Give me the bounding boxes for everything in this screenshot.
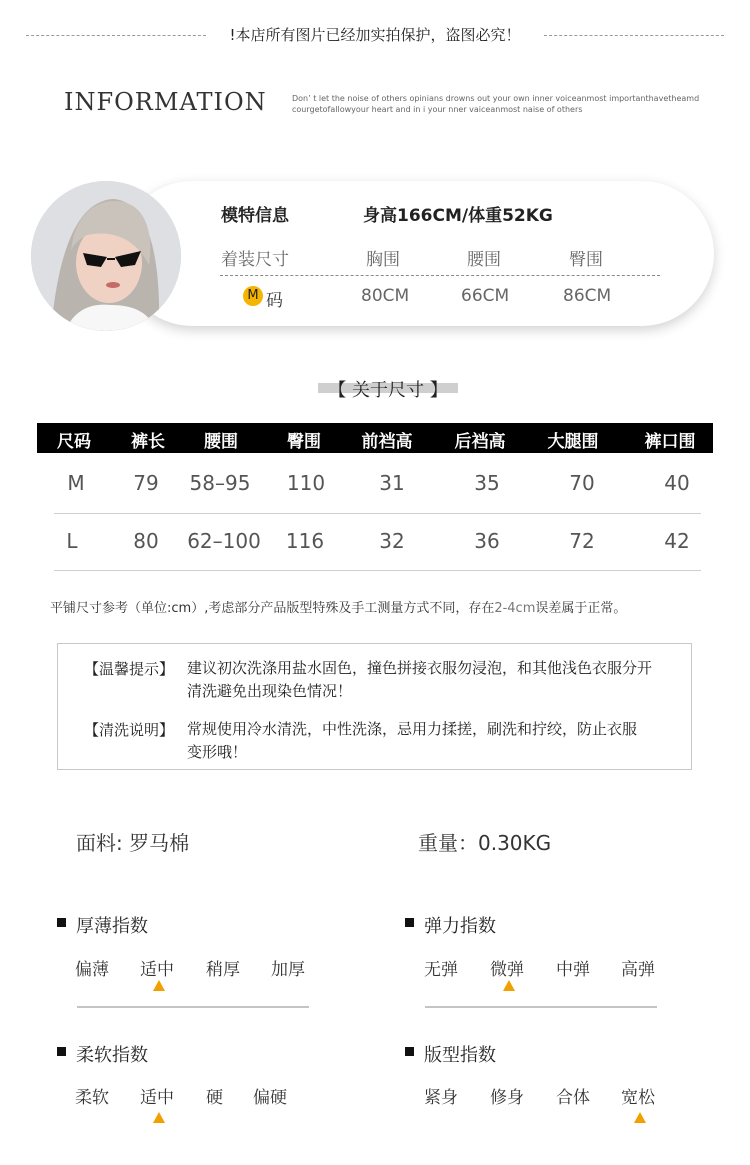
square-bullet-icon [405, 918, 414, 927]
wash-tip-text [187, 718, 677, 764]
model-card-divider [220, 275, 660, 276]
notice-divider-left [26, 35, 206, 36]
model-hip-label: 臀围 [569, 250, 603, 270]
thickness-marker-icon [153, 980, 165, 991]
information-description [292, 93, 712, 115]
elasticity-option-3: 中弹 [556, 960, 590, 980]
information-desc-line-2: courgetofallowyour heart and in i your nner vaiceanmost naise of others [292, 105, 583, 114]
softness-marker-icon [153, 1112, 165, 1123]
model-info-label: 模特信息 [221, 206, 289, 226]
softness-option-1: 柔软 [75, 1088, 109, 1108]
wash-tip-label: 【清洗说明】 [84, 721, 175, 739]
avatar [31, 181, 181, 331]
softness-option-2: 适中 [140, 1088, 174, 1108]
table-cell-l-thigh: 72 [569, 529, 595, 553]
fabric-weight: 重量：0.30KG [418, 831, 552, 855]
thickness-option-4: 加厚 [271, 960, 305, 980]
size-note [50, 597, 626, 616]
fabric-material: 面料: 罗马棉 [76, 831, 190, 855]
col-header-front-rise: 前裆高 [361, 432, 413, 452]
softness-option-4: 偏硬 [253, 1088, 287, 1108]
size-note-highlight: 2-4cm [494, 601, 536, 616]
table-cell-l-size: L [66, 529, 78, 553]
thickness-index-title: 厚薄指数 [76, 916, 148, 937]
table-cell-l-waist: 62–100 [187, 529, 261, 553]
fit-marker-icon [634, 1112, 646, 1123]
square-bullet-icon [405, 1047, 414, 1056]
col-header-length: 裤长 [131, 432, 165, 452]
wash-tip-line-2: 变形哦！ [187, 743, 248, 761]
warm-tip-label: 【温馨提示】 [84, 660, 175, 678]
elasticity-index-title: 弹力指数 [424, 916, 496, 937]
elasticity-scale-line [425, 1006, 657, 1008]
warm-tip-text [187, 657, 677, 703]
square-bullet-icon [57, 1047, 66, 1056]
col-header-thigh: 大腿围 [547, 432, 599, 452]
table-cell-m-front-rise: 31 [379, 471, 405, 495]
fit-option-2: 修身 [490, 1088, 524, 1108]
table-cell-m-waist: 58–95 [189, 471, 251, 495]
thickness-scale-line [77, 1006, 309, 1008]
fit-option-4: 宽松 [621, 1088, 655, 1108]
elasticity-marker-icon [503, 980, 515, 991]
size-badge: M [243, 286, 263, 306]
table-cell-l-hip: 116 [285, 529, 325, 553]
table-cell-l-length: 80 [133, 529, 159, 553]
warm-tip-line-2: 清洗避免出现染色情况！ [187, 682, 353, 700]
model-body-stats: 身高166CM/体重52KG [363, 206, 553, 226]
table-cell-m-thigh: 70 [569, 471, 595, 495]
model-size-suffix: 码 [266, 291, 283, 311]
elasticity-option-4: 高弹 [621, 960, 655, 980]
warm-tip-line-1: 建议初次洗涤用盐水固色，撞色拼接衣服勿浸泡，和其他浅色衣服分开 [187, 659, 653, 677]
model-chest-value: 80CM [361, 286, 410, 306]
thickness-option-2: 适中 [140, 960, 174, 980]
elasticity-option-2: 微弹 [490, 960, 524, 980]
table-bottom-divider [54, 570, 701, 571]
square-bullet-icon [57, 918, 66, 927]
model-waist-value: 66CM [461, 286, 510, 306]
col-header-back-rise: 后裆高 [454, 432, 506, 452]
information-title: INFORMATION [64, 88, 267, 116]
wash-tip-line-1: 常规使用冷水清洗，中性洗涤，忌用力揉搓，刷洗和拧绞，防止衣服 [187, 720, 638, 738]
fit-index-title: 版型指数 [424, 1045, 496, 1066]
table-row-divider [54, 513, 701, 514]
col-header-hip: 臀围 [287, 432, 321, 452]
fit-option-1: 紧身 [424, 1088, 458, 1108]
model-hip-value: 86CM [563, 286, 612, 306]
col-header-leg-opening: 裤口围 [644, 432, 696, 452]
size-heading: 【 关于尺寸 】 [328, 380, 448, 401]
col-header-waist: 腰围 [204, 432, 238, 452]
table-cell-m-leg-opening: 40 [664, 471, 690, 495]
information-desc-line-1: Don’ t let the noise of others opinians drowns out your own inner voiceanmost importanthavetheamd [292, 94, 700, 103]
fit-option-3: 合体 [556, 1088, 590, 1108]
copyright-notice: !本店所有图片已经加实拍保护，盗图必究！ [229, 26, 521, 44]
table-cell-m-length: 79 [133, 471, 159, 495]
table-cell-l-back-rise: 36 [474, 529, 500, 553]
table-cell-m-back-rise: 35 [474, 471, 500, 495]
notice-divider-right [544, 35, 724, 36]
model-waist-label: 腰围 [467, 250, 501, 270]
elasticity-option-1: 无弹 [424, 960, 458, 980]
avatar-photo-icon [31, 181, 181, 331]
model-chest-label: 胸围 [366, 250, 400, 270]
size-note-after: 误差属于正常。 [535, 601, 627, 616]
table-cell-m-hip: 110 [286, 471, 326, 495]
thickness-option-1: 偏薄 [75, 960, 109, 980]
size-note-before: 平铺尺寸参考（单位:cm）,考虑部分产品版型特殊及手工测量方式不同，存在 [50, 601, 495, 616]
model-size-label: 着装尺寸 [221, 250, 289, 270]
table-cell-m-size: M [67, 471, 85, 495]
softness-option-3: 硬 [206, 1088, 223, 1108]
softness-index-title: 柔软指数 [76, 1045, 148, 1066]
col-header-size: 尺码 [57, 432, 91, 452]
table-cell-l-leg-opening: 42 [664, 529, 690, 553]
thickness-option-3: 稍厚 [206, 960, 240, 980]
table-cell-l-front-rise: 32 [379, 529, 405, 553]
